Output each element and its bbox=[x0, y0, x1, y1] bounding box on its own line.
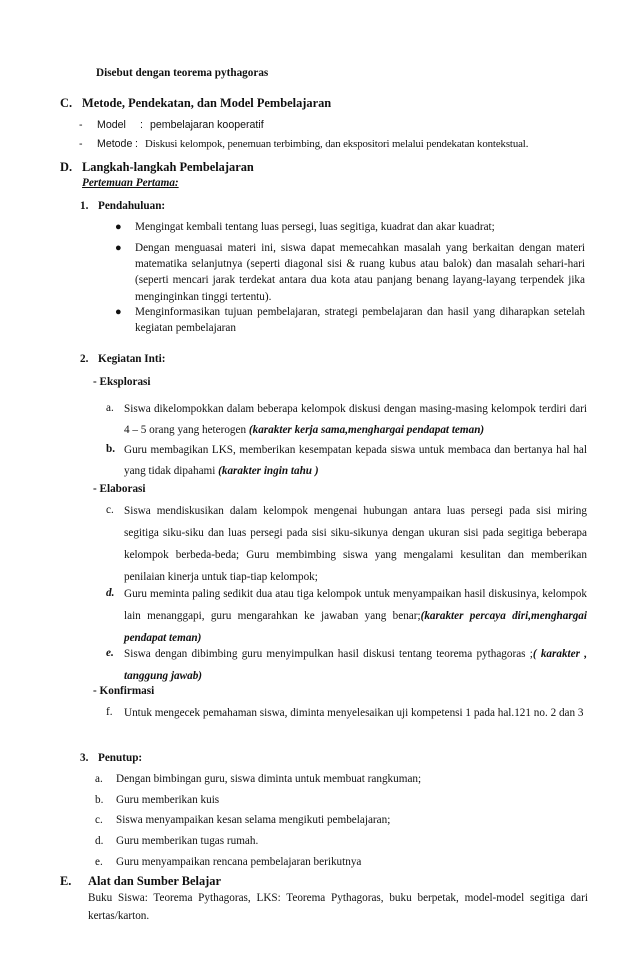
item-label-b: b. bbox=[106, 443, 116, 455]
item-label-a: a. bbox=[106, 402, 114, 414]
section-c-item-value: Diskusi kelompok, penemuan terbimbing, dan ekspositori melalui pendekatan kontekstual. bbox=[145, 138, 529, 150]
bullet-dot-icon: ● bbox=[115, 306, 122, 318]
item-e-character: ( karakter , tanggung jawab) bbox=[124, 648, 587, 682]
intro-line: Disebut dengan teorema pythagoras bbox=[96, 67, 269, 79]
penutup-item-text: Guru memberikan kuis bbox=[116, 794, 220, 806]
item-a-character: (karakter kerja sama,menghargai pendapat teman) bbox=[248, 424, 485, 437]
bullet-dot-icon: ● bbox=[115, 242, 122, 254]
section-c-item-label: Model bbox=[97, 119, 126, 131]
penutup-number: 3. bbox=[80, 752, 89, 764]
kegiatan-inti-number: 2. bbox=[80, 353, 89, 365]
bullet-dot-icon: ● bbox=[115, 221, 122, 233]
kegiatan-inti-title: Kegiatan Inti: bbox=[98, 353, 166, 365]
elaborasi-item-d bbox=[124, 584, 587, 650]
item-b-character: (karakter ingin tahu ) bbox=[218, 465, 319, 478]
konfirmasi-item-f: Untuk mengecek pemahaman siswa, diminta menyelesaikan uji kompetensi 1 pada hal.121 no. 2 dan 3 bbox=[124, 707, 584, 719]
elaborasi-item-e bbox=[124, 644, 587, 688]
penutup-item-label: a. bbox=[95, 773, 103, 785]
pendahuluan-title: Pendahuluan: bbox=[98, 200, 166, 212]
pendahuluan-bullet: Menginformasikan tujuan pembelajaran, strategi pembelajaran dan hasil yang diharapkan setelah kegiatan pembelajaran bbox=[135, 306, 585, 335]
item-label-f: f. bbox=[106, 706, 113, 718]
section-c-item-label: Metode bbox=[97, 138, 133, 150]
section-c-item-value: pembelajaran kooperatif bbox=[150, 119, 264, 131]
section-e-text: Buku Siswa: Teorema Pythagoras, LKS: Teorema Pythagoras, buku berpetak, model-model segitiga dari kertas/karton. bbox=[88, 892, 588, 922]
section-e-title: Alat dan Sumber Belajar bbox=[88, 874, 221, 888]
elaborasi-item-c: Siswa mendiskusikan dalam kelompok mengenai hubungan antara luas persegi pada sisi miring segitiga siku-siku dan luas persegi pada sisi siku-sikunya dengan ukuran sisi pada segitiga beberapa kelompok berbeda-beda; Guru membimbing siswa yang mengalami kesulitan dan memberikan penilaian kinerja untuk tiap-tiap kelompok; bbox=[124, 505, 587, 583]
item-label-d: d. bbox=[106, 587, 115, 599]
pendahuluan-bullet: Dengan menguasai materi ini, siswa dapat memecahkan masalah yang berkaitan dengan materi matematika selanjutnya (seperti diagonal sisi & ruang kubus atau balok) dan masalah sehari-hari (seperti mencari jarak terdekat antara dua kota atau panjang benang layang-layang terpendek jika menginginkan tinggi tertentu). bbox=[135, 242, 585, 303]
penutup-title: Penutup: bbox=[98, 752, 143, 764]
penutup-item-text: Guru memberikan tugas rumah. bbox=[116, 835, 259, 847]
section-d-letter: D. bbox=[60, 160, 73, 174]
pendahuluan-bullet: Mengingat kembali tentang luas persegi, luas segitiga, kuadrat dan akar kuadrat; bbox=[135, 221, 495, 233]
item-label-e: e. bbox=[106, 647, 114, 659]
section-c-item-dash: - bbox=[79, 119, 83, 131]
item-label-c: c. bbox=[106, 504, 114, 516]
item-d-character: (karakter percaya diri,menghargai pendapat teman) bbox=[124, 609, 587, 644]
penutup-item-text: Dengan bimbingan guru, siswa diminta untuk membuat rangkuman; bbox=[116, 773, 422, 785]
pendahuluan-number: 1. bbox=[80, 200, 89, 212]
eksplorasi-item-b bbox=[124, 440, 587, 483]
penutup-item-label: b. bbox=[95, 794, 104, 806]
section-c-item-sep: : bbox=[140, 119, 143, 131]
penutup-item-label: e. bbox=[95, 856, 103, 868]
section-d-title: Langkah-langkah Pembelajaran bbox=[82, 160, 254, 174]
item-d-text: Guru meminta paling sedikit dua atau tiga kelompok untuk menyampaikan hasil diskusinya, kelompok lain menanggapi, guru mengarahkan ke jawaban yang benar; bbox=[124, 588, 587, 622]
penutup-item-label: c. bbox=[95, 814, 103, 826]
section-c-item-dash: - bbox=[79, 138, 83, 150]
penutup-item-text: Siswa menyampaikan kesan selama mengikuti pembelajaran; bbox=[116, 814, 391, 826]
item-a-text: Siswa dikelompokkan dalam beberapa kelompok diskusi dengan masing-masing kelompok terdiri dari 4 – 5 orang yang heterogen bbox=[124, 403, 587, 437]
item-e-text: Siswa dengan dibimbing guru menyimpulkan hasil diskusi tentang teorema pythagoras ; bbox=[124, 648, 533, 660]
penutup-item-text: Guru menyampaikan rencana pembelajaran berikutnya bbox=[116, 856, 362, 868]
konfirmasi-heading: - Konfirmasi bbox=[93, 685, 155, 697]
eksplorasi-item-a bbox=[124, 399, 587, 442]
elaborasi-heading: - Elaborasi bbox=[93, 483, 146, 495]
eksplorasi-heading: - Eksplorasi bbox=[93, 376, 151, 388]
section-c-letter: C. bbox=[60, 96, 73, 110]
item-b-text: Guru membagikan LKS, memberikan kesempatan kepada siswa untuk membaca dan bertanya hal hal yang tidak dipahami bbox=[124, 444, 587, 478]
meeting-heading: Pertemuan Pertama: bbox=[82, 177, 179, 189]
section-c-item-sep: : bbox=[135, 138, 138, 150]
section-e-letter: E. bbox=[60, 874, 72, 888]
penutup-item-label: d. bbox=[95, 835, 104, 847]
section-c-title: Metode, Pendekatan, dan Model Pembelajaran bbox=[82, 96, 332, 110]
